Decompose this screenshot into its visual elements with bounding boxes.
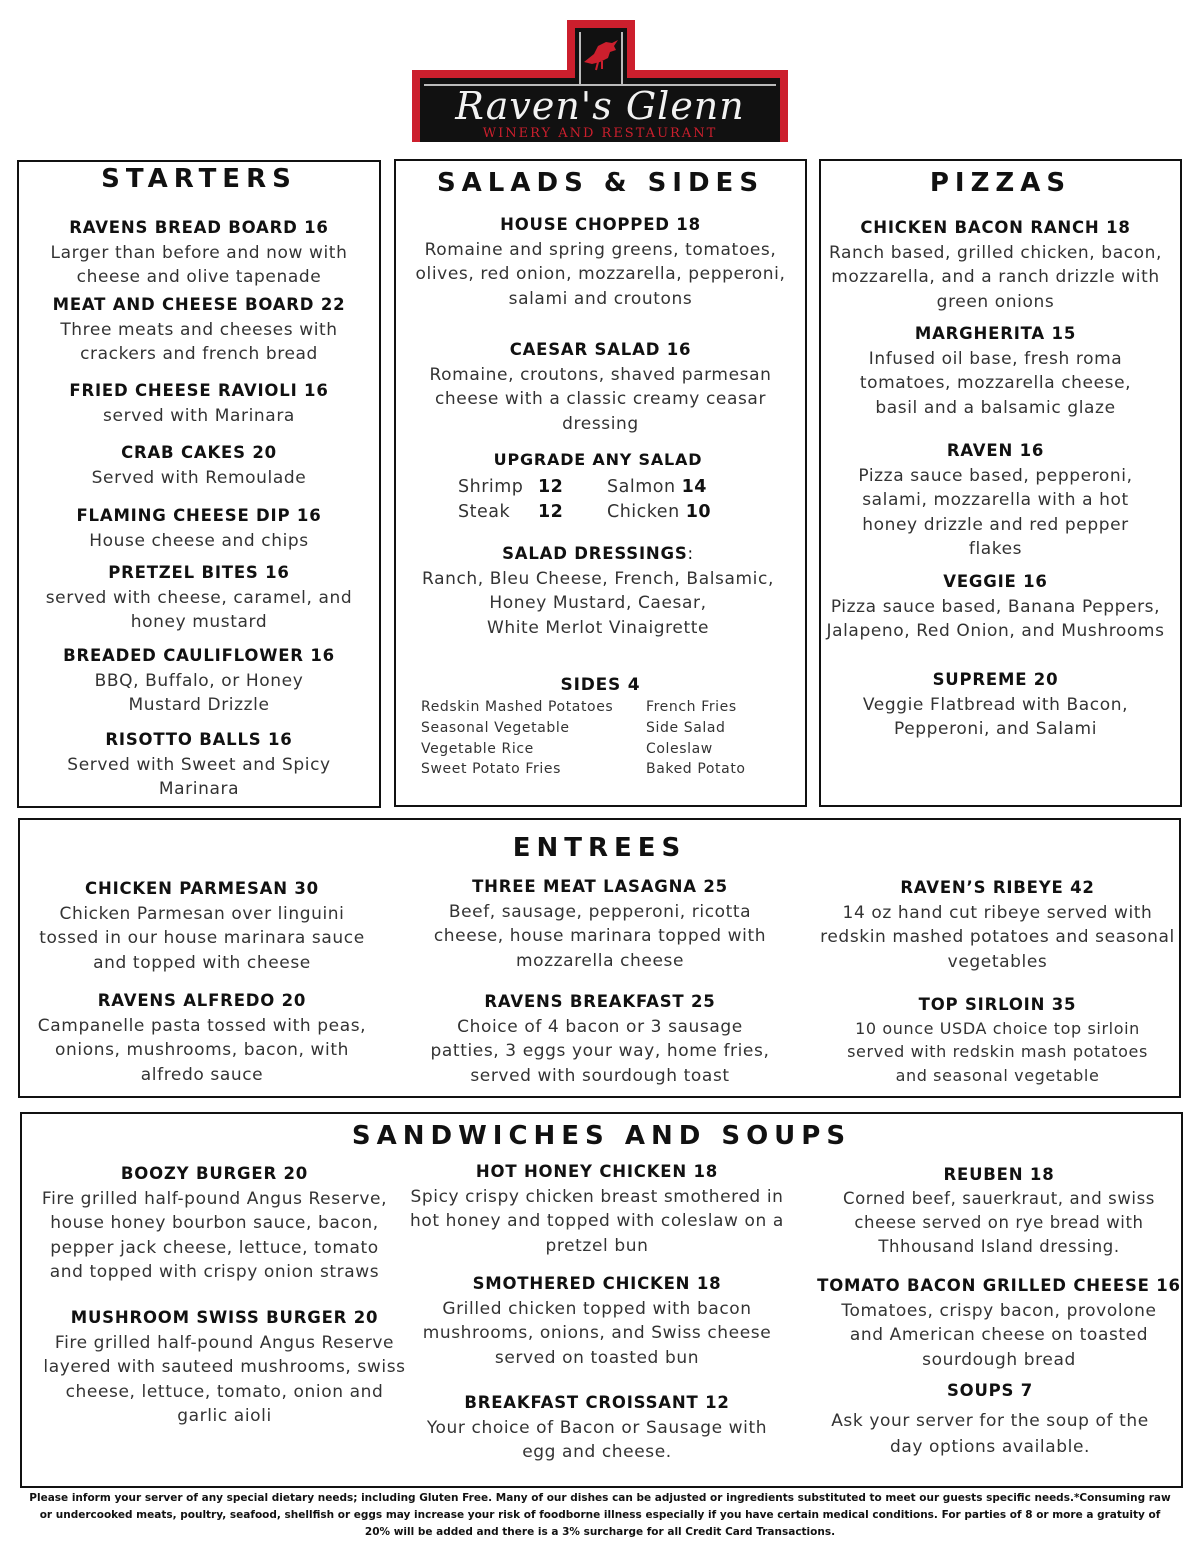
item-name: RAVEN’S RIBEYE 42: [900, 878, 1095, 897]
pizzas-section: [819, 159, 1182, 807]
menu-item: [19, 216, 379, 290]
menu-item: [816, 439, 1175, 562]
menu-item: [402, 1272, 792, 1370]
upgrade-option: [607, 502, 711, 522]
item-desc: Fire grilled half-pound Angus Reserve,: [41, 1188, 388, 1209]
dressings-line: Ranch, Bleu Cheese, French, Balsamic,: [422, 568, 774, 589]
menu-item: [804, 1163, 1194, 1259]
item-name: BREADED CAULIFLOWER 16: [63, 646, 335, 665]
item-desc: onions, mushrooms, bacon, with: [55, 1040, 349, 1060]
item-name: SUPREME 20: [932, 670, 1059, 689]
item-desc: Corned beef, sauerkraut, and swiss: [842, 1189, 1156, 1208]
item-desc: cheese served on rye bread with: [854, 1213, 1144, 1232]
item-name: RAVENS ALFREDO 20: [97, 991, 307, 1010]
menu-item: [804, 1274, 1194, 1372]
item-desc: cheese with a classic creamy ceasar: [434, 389, 767, 409]
item-desc: cheese, lettuce, tomato, onion and: [65, 1381, 384, 1402]
upgrade-option: [458, 502, 564, 522]
item-desc: green onions: [936, 291, 1055, 312]
menu-item: [20, 877, 384, 975]
item-desc: dressing: [562, 413, 639, 434]
item-desc: flakes: [968, 539, 1023, 559]
option-price: 10: [685, 502, 712, 522]
item-desc: crackers and french bread: [80, 344, 318, 364]
menu-item: [19, 293, 379, 367]
menu-item: [415, 875, 785, 973]
item-desc: and American cheese on toasted: [849, 1325, 1149, 1345]
side-item: Side Salad: [646, 720, 726, 736]
option-label: Shrimp: [458, 477, 524, 497]
pizzas-title: PIZZAS: [929, 168, 1072, 198]
item-desc: Three meats and cheeses with: [60, 319, 338, 340]
item-desc: served with cheese, caramel, and: [45, 587, 353, 608]
item-desc: Beef, sausage, pepperoni, ricotta: [448, 901, 752, 922]
item-desc: salami and croutons: [508, 288, 693, 309]
item-desc: Veggie Flatbread with Bacon,: [862, 694, 1129, 715]
item-desc: tomatoes, mozzarella cheese,: [859, 373, 1132, 393]
menu-item: [19, 728, 379, 802]
item-desc: BBQ, Buffalo, or Honey: [94, 670, 304, 691]
menu-item: [795, 1378, 1185, 1460]
menu-item: [396, 338, 805, 436]
item-desc: house honey bourbon sauce, bacon,: [50, 1213, 379, 1233]
menu-item: [32, 1306, 417, 1429]
dressings-title: SALAD DRESSINGS:: [502, 544, 694, 563]
item-desc: Chicken Parmesan over linguini: [59, 903, 345, 924]
item-desc: mozzarella, and a ranch drizzle with: [831, 267, 1160, 287]
brand-logo: [412, 20, 788, 142]
menu-item: [816, 876, 1179, 974]
item-desc: pretzel bun: [545, 1235, 649, 1256]
item-desc: Pizza sauce based, Banana Peppers,: [830, 596, 1161, 617]
menu-item: [396, 213, 805, 311]
item-name: FLAMING CHEESE DIP 16: [76, 506, 322, 525]
item-desc: Fire grilled half-pound Angus Reserve: [54, 1332, 395, 1353]
side-item: Vegetable Rice: [421, 741, 534, 757]
menu-item: [20, 989, 384, 1087]
item-name: CHICKEN BACON RANCH 18: [860, 218, 1131, 237]
starters-title: STARTERS: [101, 164, 297, 194]
menu-item: [816, 668, 1175, 742]
notice-line: or undercooked meats, poultry, seafood, shellfish or eggs may increase your risk of foodborne illness especially if you have certain medical conditions. For parties of 8 or more a gratuity of: [39, 1509, 1161, 1521]
item-name: THREE MEAT LASAGNA 25: [472, 877, 728, 896]
item-desc: sourdough bread: [922, 1349, 1076, 1370]
option-label: Salmon: [607, 477, 676, 497]
item-desc: Grilled chicken topped with bacon: [442, 1298, 752, 1319]
item-desc: honey drizzle and red pepper: [862, 514, 1129, 535]
item-name: REUBEN 18: [943, 1165, 1055, 1184]
item-desc: served on toasted bun: [494, 1347, 700, 1368]
item-desc: 10 ounce USDA choice top sirloin: [855, 1018, 1140, 1038]
item-desc: and topped with cheese: [93, 952, 311, 973]
item-name: RAVEN 16: [946, 441, 1045, 460]
item-desc: served with Marinara: [103, 405, 295, 426]
dressings: [396, 542, 800, 640]
option-price: 12: [538, 502, 564, 522]
notice-line: Please inform your server of any special dietary needs; including Gluten Free. Many of our dishes can be adjusted or ingredients substituted to meet our guests specific needs.*Consuming raw: [29, 1492, 1171, 1504]
menu-item: [816, 322, 1175, 420]
item-desc: Jalapeno, Red Onion, and Mushrooms: [826, 621, 1165, 641]
item-name: PRETZEL BITES 16: [108, 563, 290, 582]
item-desc: pepper jack cheese, lettuce, tomato: [50, 1237, 379, 1258]
item-name: BOOZY BURGER 20: [120, 1164, 309, 1183]
item-desc: served with redskin mash potatoes: [847, 1042, 1148, 1061]
item-desc: Ask your server for the soup of the: [831, 1411, 1149, 1431]
upgrade-title: UPGRADE ANY SALAD: [493, 450, 703, 469]
item-desc: patties, 3 eggs your way, home fries,: [430, 1041, 770, 1061]
item-desc: Thhousand Island dressing.: [878, 1237, 1120, 1256]
menu-item: [19, 379, 379, 428]
menu-item: [402, 1391, 792, 1465]
side-item: Sweet Potato Fries: [421, 761, 561, 777]
starters-section: [17, 160, 381, 808]
item-desc: alfredo sauce: [140, 1064, 264, 1085]
dietary-notice: [22, 1490, 1178, 1541]
salads-section: [394, 159, 807, 807]
upgrade-option: [607, 477, 707, 497]
side-item: Baked Potato: [646, 761, 746, 777]
notice-line: 20% will be added and there is a 3% surcharge for all Credit Card Transactions.: [364, 1526, 836, 1538]
brand-name: Raven's Glenn: [455, 84, 745, 128]
menu-item: [22, 1162, 407, 1285]
item-name: MEAT AND CHEESE BOARD 22: [52, 295, 346, 314]
item-name: RAVENS BREAD BOARD 16: [69, 218, 329, 237]
item-name: HOT HONEY CHICKEN 18: [475, 1162, 719, 1181]
item-desc: Marinara: [158, 779, 240, 799]
menu-item: [415, 990, 785, 1088]
item-desc: day options available.: [889, 1437, 1091, 1457]
item-name: SMOTHERED CHICKEN 18: [472, 1274, 722, 1293]
item-desc: and seasonal vegetable: [895, 1065, 1100, 1085]
item-desc: Pizza sauce based, pepperoni,: [858, 465, 1133, 486]
item-desc: garlic aioli: [177, 1406, 272, 1426]
sides-title: SIDES 4: [560, 675, 641, 695]
item-desc: Larger than before and now with: [50, 242, 348, 263]
item-desc: mushrooms, onions, and Swiss cheese: [422, 1323, 772, 1343]
item-desc: egg and cheese.: [522, 1442, 672, 1462]
item-desc: House cheese and chips: [89, 530, 309, 551]
side-item: Seasonal Vegetable: [421, 720, 570, 736]
menu-item: [19, 504, 379, 553]
item-desc: layered with sauteed mushrooms, swiss: [43, 1357, 406, 1377]
sandwiches-title: SANDWICHES AND SOUPS: [351, 1121, 852, 1151]
item-name: TOP SIRLOIN 35: [918, 995, 1077, 1014]
menu-item: [19, 644, 379, 718]
item-desc: salami, mozzarella with a hot: [862, 490, 1129, 510]
brand-tagline: WINERY AND RESTAURANT: [482, 126, 718, 141]
item-name: SOUPS 7: [946, 1381, 1034, 1400]
menu-item: [19, 441, 379, 490]
option-price: 12: [538, 477, 564, 497]
item-desc: and topped with crispy onion straws: [49, 1262, 380, 1282]
item-desc: Your choice of Bacon or Sausage with: [426, 1417, 768, 1438]
dressings-line: Honey Mustard, Caesar,: [489, 593, 707, 613]
item-desc: Romaine and spring greens, tomatoes,: [424, 239, 777, 260]
item-desc: redskin mashed potatoes and seasonal: [820, 927, 1175, 947]
entrees-title: ENTREES: [512, 833, 687, 863]
menu-item: [19, 561, 379, 635]
item-name: RISOTTO BALLS 16: [105, 730, 293, 749]
item-name: CAESAR SALAD 16: [509, 340, 692, 359]
item-desc: mozzarella cheese: [515, 950, 685, 971]
item-desc: tossed in our house marinara sauce: [39, 928, 365, 948]
menu-item: [816, 570, 1175, 644]
item-desc: Romaine, croutons, shaved parmesan: [429, 364, 772, 385]
item-name: VEGGIE 16: [943, 572, 1048, 591]
item-desc: Pepperoni, and Salami: [893, 719, 1098, 739]
upgrade-option: [458, 477, 564, 497]
item-desc: cheese and olive tapenade: [76, 267, 322, 287]
item-name: CHICKEN PARMESAN 30: [85, 879, 319, 898]
item-desc: vegetables: [947, 951, 1048, 972]
item-desc: honey mustard: [130, 612, 268, 632]
side-item: Redskin Mashed Potatoes: [421, 699, 614, 715]
raven-icon: [580, 34, 624, 74]
item-desc: Spicy crispy chicken breast smothered in: [410, 1186, 784, 1207]
item-desc: Infused oil base, fresh roma: [868, 348, 1123, 369]
item-desc: Tomatoes, crispy bacon, provolone: [841, 1300, 1157, 1321]
item-desc: Campanelle pasta tossed with peas,: [37, 1015, 367, 1036]
item-name: TOMATO BACON GRILLED CHEESE 16: [817, 1276, 1181, 1295]
item-name: FRIED CHEESE RAVIOLI 16: [69, 381, 329, 400]
item-desc: 14 oz hand cut ribeye served with: [842, 902, 1153, 923]
item-name: BREAKFAST CROISSANT 12: [464, 1393, 730, 1412]
item-desc: Ranch based, grilled chicken, bacon,: [828, 242, 1163, 263]
item-desc: served with sourdough toast: [470, 1065, 730, 1086]
item-name: MUSHROOM SWISS BURGER 20: [70, 1308, 379, 1327]
item-desc: cheese, house marinara topped with: [433, 926, 767, 946]
item-name: MARGHERITA 15: [914, 324, 1077, 343]
item-desc: basil and a balsamic glaze: [875, 397, 1116, 418]
item-desc: Choice of 4 bacon or 3 sausage: [457, 1016, 743, 1037]
item-desc: Mustard Drizzle: [128, 695, 270, 715]
salads-title: SALADS & SIDES: [436, 168, 765, 198]
side-item: Coleslaw: [646, 741, 713, 757]
option-label: Steak: [458, 502, 511, 522]
item-name: RAVENS BREAKFAST 25: [484, 992, 716, 1011]
item-desc: Served with Remoulade: [91, 467, 307, 488]
entrees-section: [18, 818, 1181, 1098]
item-desc: Served with Sweet and Spicy: [67, 754, 331, 775]
menu-item: [816, 216, 1175, 314]
dressings-line: White Merlot Vinaigrette: [486, 617, 710, 638]
item-name: HOUSE CHOPPED 18: [500, 215, 701, 234]
item-desc: olives, red onion, mozzarella, pepperoni,: [415, 264, 786, 284]
item-desc: hot honey and topped with coleslaw on a: [410, 1211, 784, 1231]
option-price: 14: [681, 477, 707, 497]
side-item: French Fries: [646, 699, 737, 715]
menu-item: [402, 1160, 792, 1258]
option-label: Chicken: [607, 502, 680, 522]
sandwiches-section: [20, 1112, 1183, 1488]
menu-item: [816, 993, 1179, 1087]
item-name: CRAB CAKES 20: [121, 443, 277, 462]
